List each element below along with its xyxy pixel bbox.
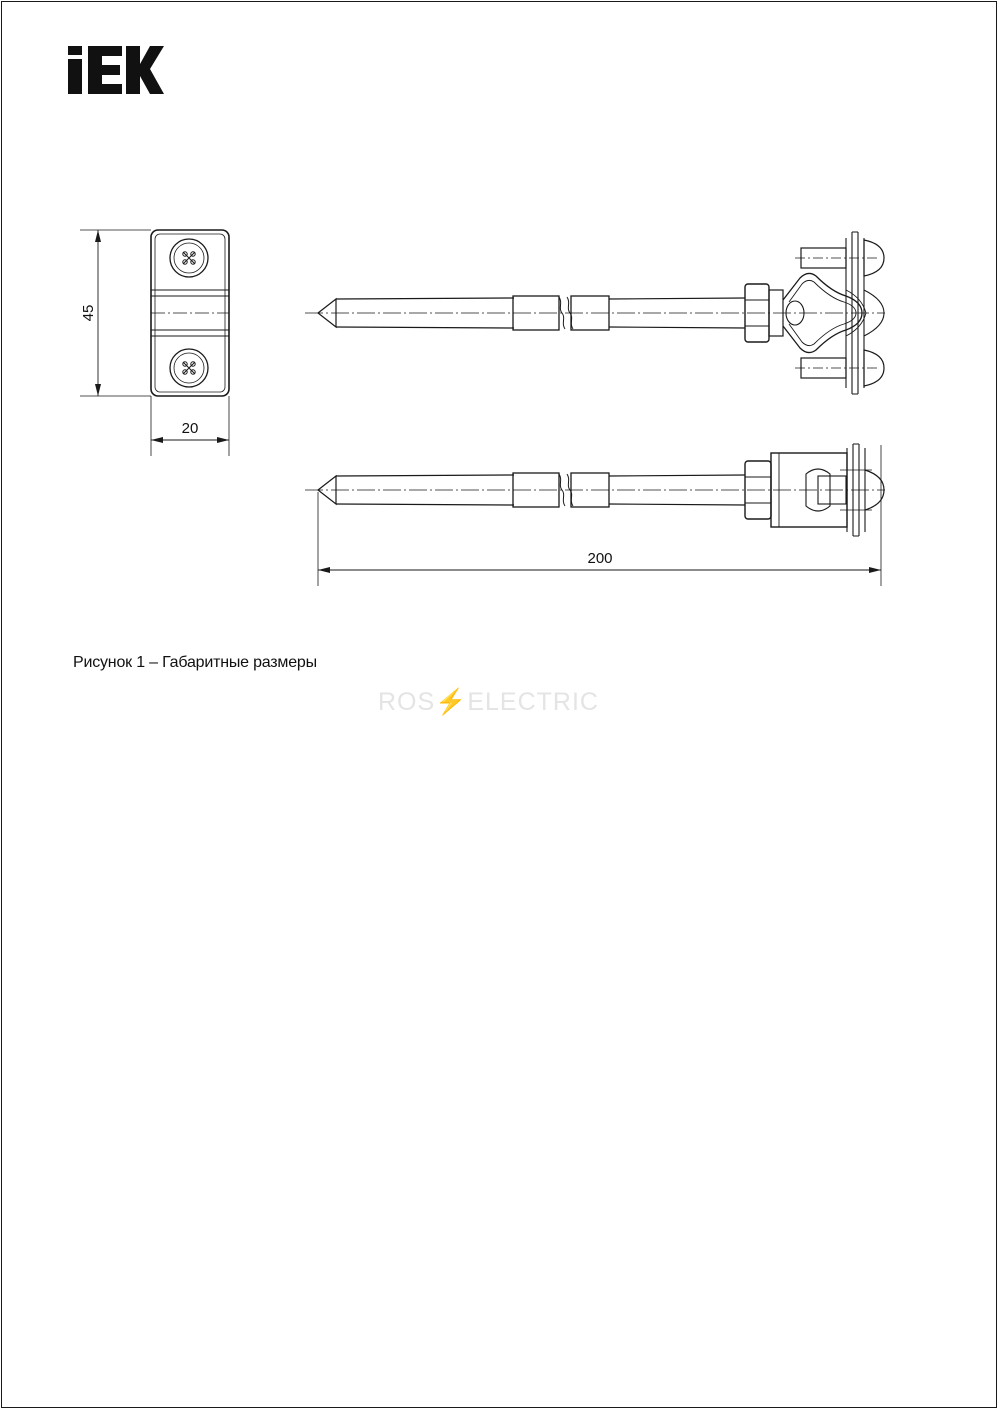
screw-head-icon <box>170 239 208 277</box>
rod-top-view <box>305 232 885 394</box>
figure-caption: Рисунок 1 – Габаритные размеры <box>73 654 317 671</box>
bracket-front-view <box>80 230 229 456</box>
dimension-width-label: 20 <box>181 420 199 437</box>
watermark-right: ELECTRIC <box>467 688 599 716</box>
screw-head-icon <box>170 349 208 387</box>
lightning-bolt-icon: ⚡ <box>435 688 468 716</box>
watermark <box>378 688 599 717</box>
dimension-height-label: 45 <box>80 304 97 322</box>
technical-drawing <box>0 0 1000 640</box>
dimension-length-label: 200 <box>587 550 613 567</box>
watermark-left: ROS <box>378 688 436 716</box>
